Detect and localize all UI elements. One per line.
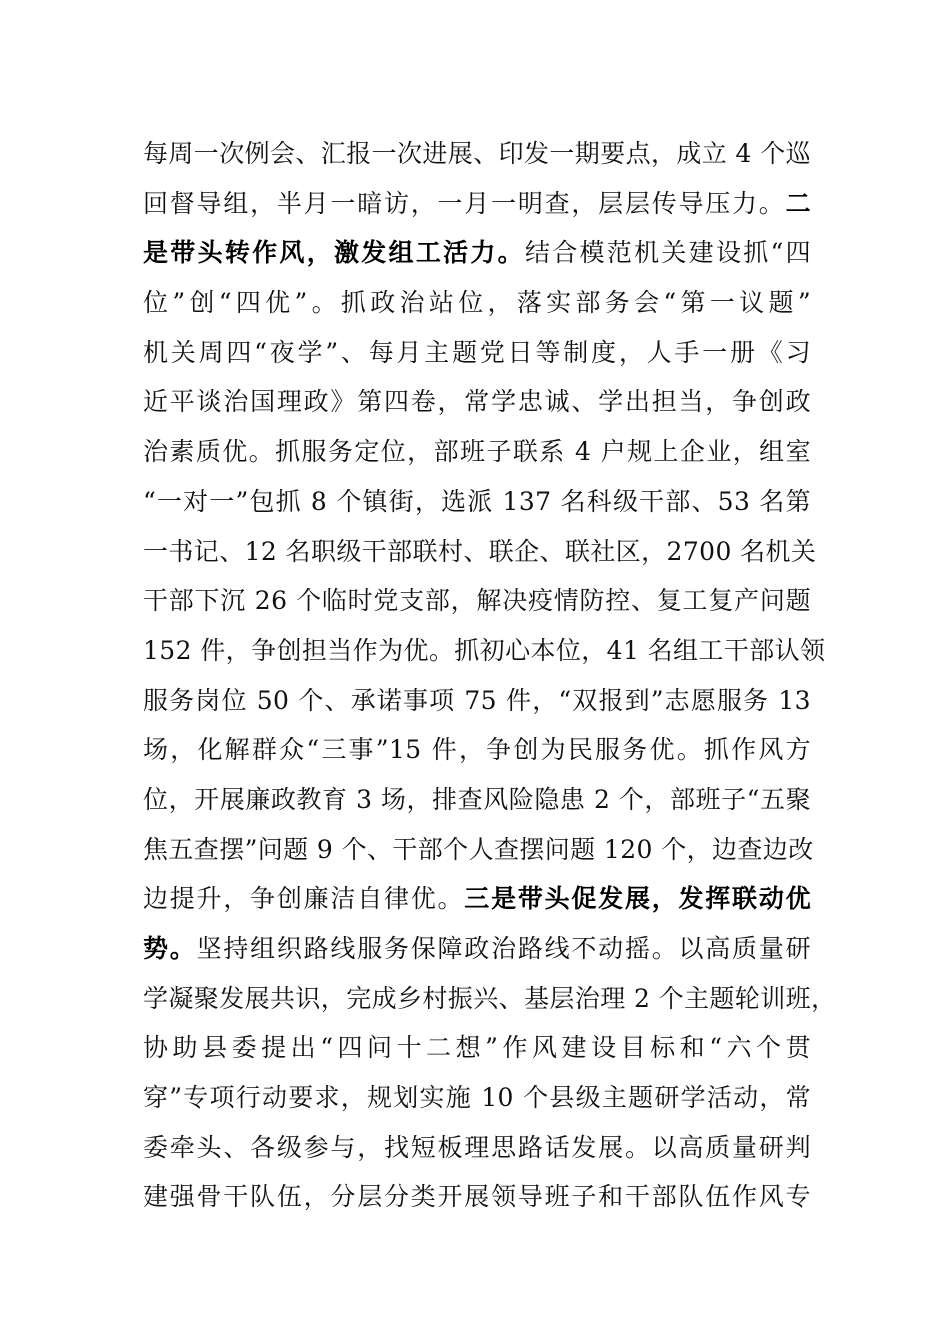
text-line xyxy=(143,527,817,577)
text-line xyxy=(143,1172,811,1222)
body-text: 坚持组织路线服务保障政治路线不动摇。以高质量研 xyxy=(196,934,812,963)
body-text: 治素质优。抓服务定位，部班子联系 4 户规上企业，组室 xyxy=(143,437,811,467)
text-line xyxy=(143,179,811,229)
body-text: 穿”专项行动要求，规划实施 10 个县级主题研学活动，常 xyxy=(143,1083,811,1113)
text-line xyxy=(143,974,837,1024)
body-text: 机关周四“夜学”、每月主题党日等制度，人手一册《习 xyxy=(143,337,811,367)
bold-heading-text: 势。 xyxy=(143,934,197,963)
body-text: 近平谈治国理政》第四卷，常学忠诚、学出担当，争创政 xyxy=(143,387,811,417)
body-text: 边提升，争创廉洁自律优。 xyxy=(143,884,465,914)
bold-heading-text: 是带头转作风，激发组工活力。 xyxy=(143,238,525,268)
text-line xyxy=(143,377,811,427)
text-line xyxy=(143,725,811,775)
text-line xyxy=(143,626,826,676)
text-line xyxy=(143,576,811,626)
body-text: 协助县委提出“四问十二想”作风建设目标和“六个贯 xyxy=(143,1033,811,1063)
body-paragraph xyxy=(143,129,837,1222)
bold-heading-text: 三是带头促发展，发挥联动优 xyxy=(464,884,811,914)
text-line xyxy=(143,1023,811,1073)
body-text: 干部下沉 26 个临时党支部，解决疫情防控、复工复产问题 xyxy=(143,586,811,616)
body-text: 建强骨干队伍，分层分类开展领导班子和干部队伍作风专 xyxy=(143,1182,811,1212)
text-line xyxy=(143,775,811,825)
body-text: “一对一”包抓 8 个镇街，选派 137 名科级干部、53 名第 xyxy=(143,486,811,516)
text-line xyxy=(143,129,811,179)
text-line xyxy=(143,228,811,278)
body-text: 学凝聚发展共识，完成乡村振兴、基层治理 2 个主题轮训班， xyxy=(143,983,837,1013)
body-text: 结合模范机关建设抓“四 xyxy=(524,238,812,268)
body-text: 场，化解群众“三事”15 件，争创为民服务优。抓作风方 xyxy=(143,735,811,765)
body-text: 位，开展廉政教育 3 场，排查风险隐患 2 个，部班子“五聚 xyxy=(143,784,811,814)
text-line xyxy=(143,1123,811,1173)
body-text: 服务岗位 50 个、承诺事项 75 件，“双报到”志愿服务 13 xyxy=(143,685,811,715)
text-line xyxy=(143,427,811,477)
body-text: 一书记、12 名职级干部联村、联企、联社区，2700 名机关 xyxy=(143,536,817,566)
body-text: 152 件，争创担当作为优。抓初心本位，41 名组工干部认领 xyxy=(143,635,826,665)
body-text: 焦五查摆”问题 9 个、干部个人查摆问题 120 个，边查边改 xyxy=(143,834,814,864)
text-line xyxy=(143,278,811,328)
text-line xyxy=(143,676,811,726)
body-text: 回督导组，半月一暗访，一月一明查，层层传导压力。 xyxy=(143,188,786,218)
text-line xyxy=(143,477,811,527)
body-text: 委牵头、各级参与，找短板理思路话发展。以高质量研判 xyxy=(143,1132,811,1162)
body-text: 每周一次例会、汇报一次进展、印发一期要点，成立 4 个巡 xyxy=(143,139,812,168)
text-line xyxy=(143,328,811,378)
bold-heading-text: 二 xyxy=(785,188,811,218)
text-line xyxy=(143,825,814,875)
text-line xyxy=(143,874,811,924)
body-text: 位”创“四优”。抓政治站位，落实部务会“第一议题” xyxy=(143,288,811,318)
text-line xyxy=(143,1073,811,1123)
text-line xyxy=(143,924,811,974)
